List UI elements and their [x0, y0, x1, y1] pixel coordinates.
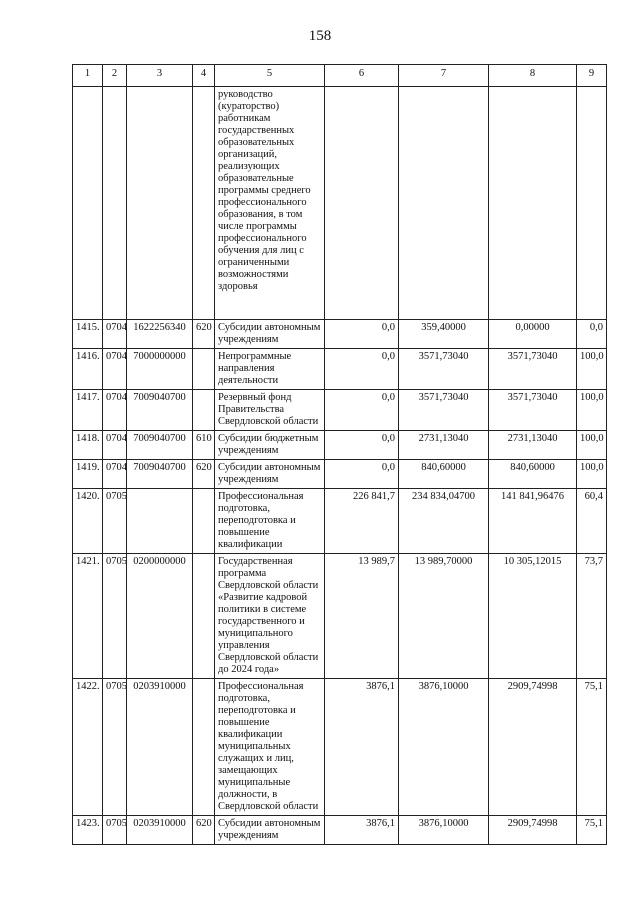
cell-section: 0705: [103, 816, 127, 845]
cell-value-8: 141 841,96476: [489, 489, 577, 554]
cell-value-6: 0,0: [325, 390, 399, 431]
table-row: [73, 431, 607, 460]
cell-row-number: 1420.: [73, 489, 103, 554]
header-row: [73, 65, 607, 87]
cell-name: Профессиональная подготовка, переподготовка и повышение квалификации муниципальных служащих и лиц, замещающих муниципальные должности, в Свердловской области: [215, 679, 325, 816]
cell-target-article: 7009040700: [127, 431, 193, 460]
cell-value-9: 75,1: [577, 679, 607, 816]
col-header-6: 6: [325, 65, 399, 87]
cell-section: 0704: [103, 460, 127, 489]
cell-name: Субсидии автономным учреждениям: [215, 320, 325, 349]
cell-value-8: 2909,74998: [489, 816, 577, 845]
page-number: 158: [308, 28, 332, 44]
cell-section: 0705: [103, 679, 127, 816]
cell-value-6: 0,0: [325, 349, 399, 390]
cell-value-6: 226 841,7: [325, 489, 399, 554]
cell-value-7: 3571,73040: [399, 390, 489, 431]
cell-value-9: 0,0: [577, 320, 607, 349]
budget-table: [72, 64, 607, 845]
cell-value-9: 100,0: [577, 349, 607, 390]
cell-value-6: 0,0: [325, 460, 399, 489]
col-header-3: 3: [127, 65, 193, 87]
cell-target-article: 7000000000: [127, 349, 193, 390]
cell-value-8: 2731,13040: [489, 431, 577, 460]
cell-value-7: 3876,10000: [399, 679, 489, 816]
table-row-continuation: [73, 87, 607, 320]
cell-value-9: 100,0: [577, 431, 607, 460]
cell-section: 0705: [103, 554, 127, 679]
col-header-1: 1: [73, 65, 103, 87]
cell-value-8: 0,00000: [489, 320, 577, 349]
cell-empty: [325, 87, 399, 320]
cell-name: Профессиональная подготовка, переподготовка и повышение квалификации: [215, 489, 325, 554]
cell-empty: [103, 87, 127, 320]
cell-value-6: 0,0: [325, 431, 399, 460]
cell-expense-type: 620: [193, 320, 215, 349]
cell-value-8: 3571,73040: [489, 349, 577, 390]
cell-name-continuation: руководство (кураторство) работникам государственных образовательных организаций, реализующих образовательные программы среднего профессионального образования, в том числе программы профессионального обучения для лиц с ограниченными возможностями здоровья: [215, 87, 325, 320]
cell-value-7: 3876,10000: [399, 816, 489, 845]
table-row: [73, 460, 607, 489]
cell-value-6: 3876,1: [325, 679, 399, 816]
cell-name: Субсидии автономным учреждениям: [215, 460, 325, 489]
cell-empty: [577, 87, 607, 320]
cell-section: 0705: [103, 489, 127, 554]
cell-value-6: 3876,1: [325, 816, 399, 845]
cell-value-8: 3571,73040: [489, 390, 577, 431]
cell-value-8: 840,60000: [489, 460, 577, 489]
cell-value-7: 13 989,70000: [399, 554, 489, 679]
cell-name: Субсидии автономным учреждениям: [215, 816, 325, 845]
cell-row-number: 1415.: [73, 320, 103, 349]
cell-value-7: 2731,13040: [399, 431, 489, 460]
cell-name: Непрограммные направления деятельности: [215, 349, 325, 390]
cell-name: Государственная программа Свердловской области «Развитие кадровой политики в системе государственного и муниципального управления Свердловской области до 2024 года»: [215, 554, 325, 679]
col-header-4: 4: [193, 65, 215, 87]
cell-section: 0704: [103, 349, 127, 390]
cell-value-6: 0,0: [325, 320, 399, 349]
table-row: [73, 679, 607, 816]
table-row: [73, 554, 607, 679]
cell-section: 0704: [103, 431, 127, 460]
cell-row-number: 1417.: [73, 390, 103, 431]
cell-empty: [399, 87, 489, 320]
cell-expense-type: [193, 489, 215, 554]
col-header-2: 2: [103, 65, 127, 87]
cell-value-8: 2909,74998: [489, 679, 577, 816]
cell-name: Субсидии бюджетным учреждениям: [215, 431, 325, 460]
cell-expense-type: 610: [193, 431, 215, 460]
col-header-5: 5: [215, 65, 325, 87]
cell-expense-type: 620: [193, 816, 215, 845]
cell-empty: [489, 87, 577, 320]
cell-value-9: 100,0: [577, 460, 607, 489]
cell-target-article: 0200000000: [127, 554, 193, 679]
cell-row-number: 1416.: [73, 349, 103, 390]
cell-value-6: 13 989,7: [325, 554, 399, 679]
col-header-9: 9: [577, 65, 607, 87]
cell-value-7: 840,60000: [399, 460, 489, 489]
col-header-8: 8: [489, 65, 577, 87]
cell-empty: [127, 87, 193, 320]
cell-section: 0704: [103, 320, 127, 349]
cell-expense-type: [193, 390, 215, 431]
cell-row-number: 1422.: [73, 679, 103, 816]
cell-value-8: 10 305,12015: [489, 554, 577, 679]
cell-empty: [193, 87, 215, 320]
table-row: [73, 320, 607, 349]
cell-value-9: 73,7: [577, 554, 607, 679]
cell-value-9: 100,0: [577, 390, 607, 431]
cell-empty: [73, 87, 103, 320]
cell-value-7: 3571,73040: [399, 349, 489, 390]
cell-value-9: 60,4: [577, 489, 607, 554]
cell-target-article: 0203910000: [127, 679, 193, 816]
cell-target-article: 0203910000: [127, 816, 193, 845]
cell-target-article: [127, 489, 193, 554]
table-row: [73, 349, 607, 390]
cell-expense-type: [193, 679, 215, 816]
cell-row-number: 1421.: [73, 554, 103, 679]
cell-value-9: 75,1: [577, 816, 607, 845]
col-header-7: 7: [399, 65, 489, 87]
cell-name: Резервный фонд Правительства Свердловской области: [215, 390, 325, 431]
table-row: [73, 816, 607, 845]
table-row: [73, 390, 607, 431]
cell-row-number: 1423.: [73, 816, 103, 845]
cell-expense-type: 620: [193, 460, 215, 489]
cell-value-7: 234 834,04700: [399, 489, 489, 554]
cell-expense-type: [193, 554, 215, 679]
cell-row-number: 1419.: [73, 460, 103, 489]
cell-section: 0704: [103, 390, 127, 431]
table-row: [73, 489, 607, 554]
cell-value-7: 359,40000: [399, 320, 489, 349]
cell-row-number: 1418.: [73, 431, 103, 460]
cell-target-article: 7009040700: [127, 390, 193, 431]
cell-expense-type: [193, 349, 215, 390]
cell-target-article: 7009040700: [127, 460, 193, 489]
cell-target-article: 1622256340: [127, 320, 193, 349]
